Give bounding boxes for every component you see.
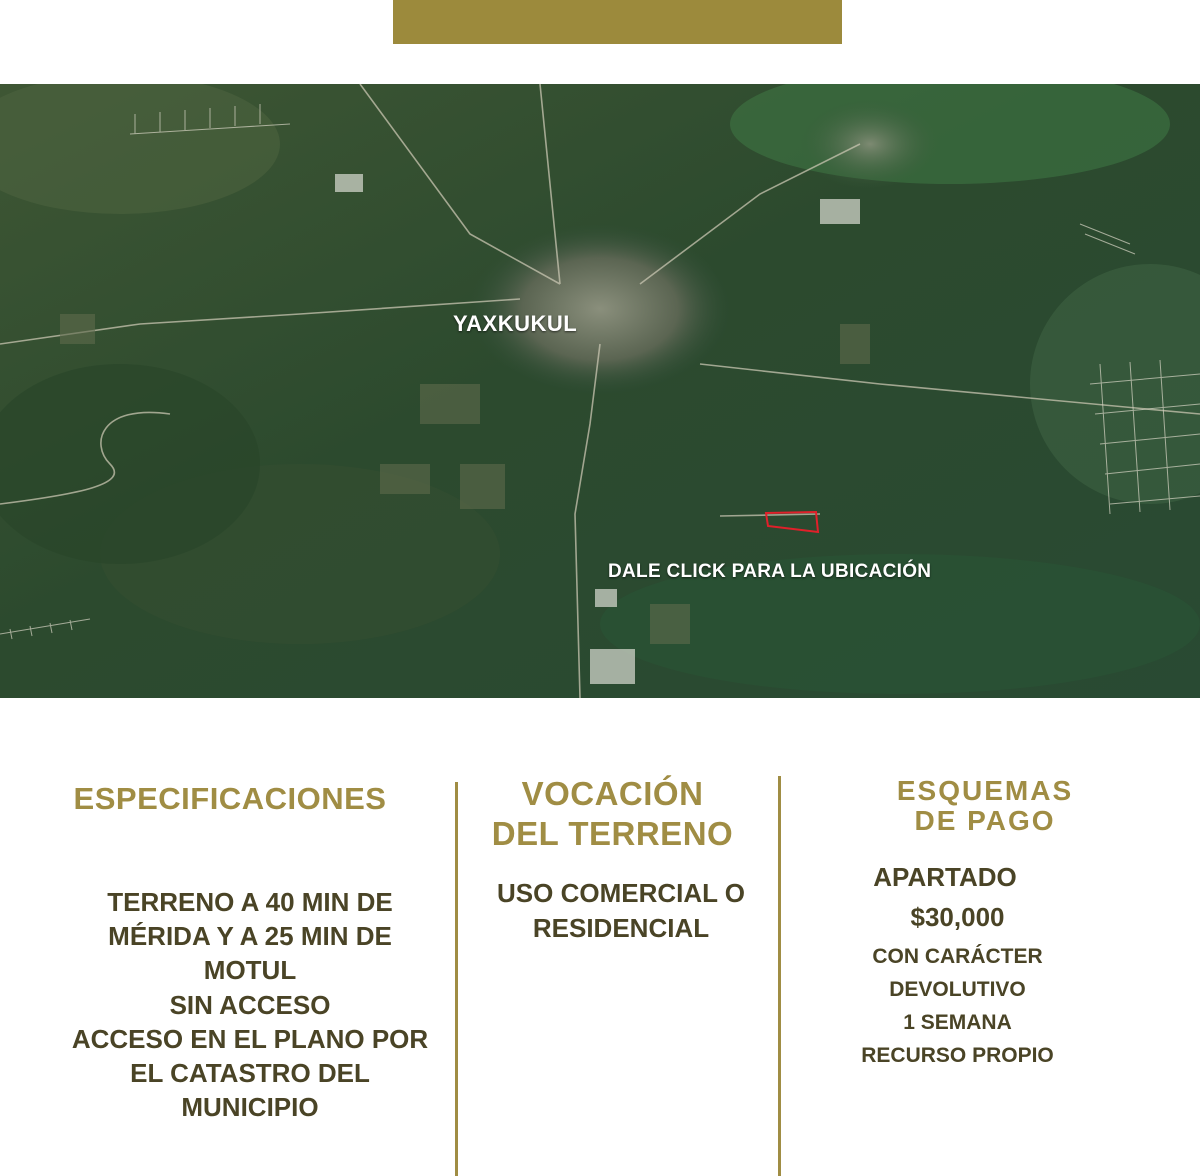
payment-line: CON CARÁCTER (872, 945, 1043, 968)
heading-line: VOCACIÓN (521, 775, 704, 812)
payment-line: $30,000 (910, 902, 1005, 932)
payment-line: DEVOLUTIVO (889, 978, 1026, 1001)
heading-line: DEL TERRENO (491, 815, 734, 852)
heading-line: ESQUEMAS (896, 775, 1074, 806)
spec-line: EL CATASTRO DEL (130, 1058, 370, 1089)
spec-line: SIN ACCESO (169, 989, 331, 1020)
column-divider-right (778, 776, 781, 1176)
land-use-heading (470, 774, 755, 854)
payment-heading (860, 776, 1110, 836)
land-use-line: USO COMERCIAL O (497, 878, 745, 908)
town-label: YAXKUKUL (453, 311, 578, 336)
land-use-text (465, 876, 777, 946)
spec-line: TERRENO A 40 MIN DE (107, 887, 393, 917)
heading-line: ESPECIFICACIONES (73, 781, 387, 816)
spec-line: ACCESO EN EL PLANO POR (71, 1023, 429, 1054)
map-terrain (0, 84, 1200, 698)
payment-text (820, 860, 1095, 1072)
spec-line: MUNICIPIO (181, 1092, 319, 1123)
spec-line: MOTUL (203, 955, 297, 986)
payment-line: 1 SEMANA (903, 1011, 1012, 1034)
spec-line: MÉRIDA Y A 25 MIN DE (108, 921, 392, 952)
satellite-map[interactable] (0, 84, 1200, 698)
top-banner-bar (393, 0, 842, 44)
location-link[interactable]: DALE CLICK PARA LA UBICACIÓN (608, 561, 932, 582)
heading-line: DE PAGO (914, 805, 1056, 836)
payment-line: APARTADO (873, 862, 1017, 892)
specifications-heading (40, 780, 420, 817)
payment-line: RECURSO PROPIO (861, 1044, 1054, 1067)
land-use-line: RESIDENCIAL (532, 913, 710, 943)
specifications-text (40, 885, 460, 1124)
